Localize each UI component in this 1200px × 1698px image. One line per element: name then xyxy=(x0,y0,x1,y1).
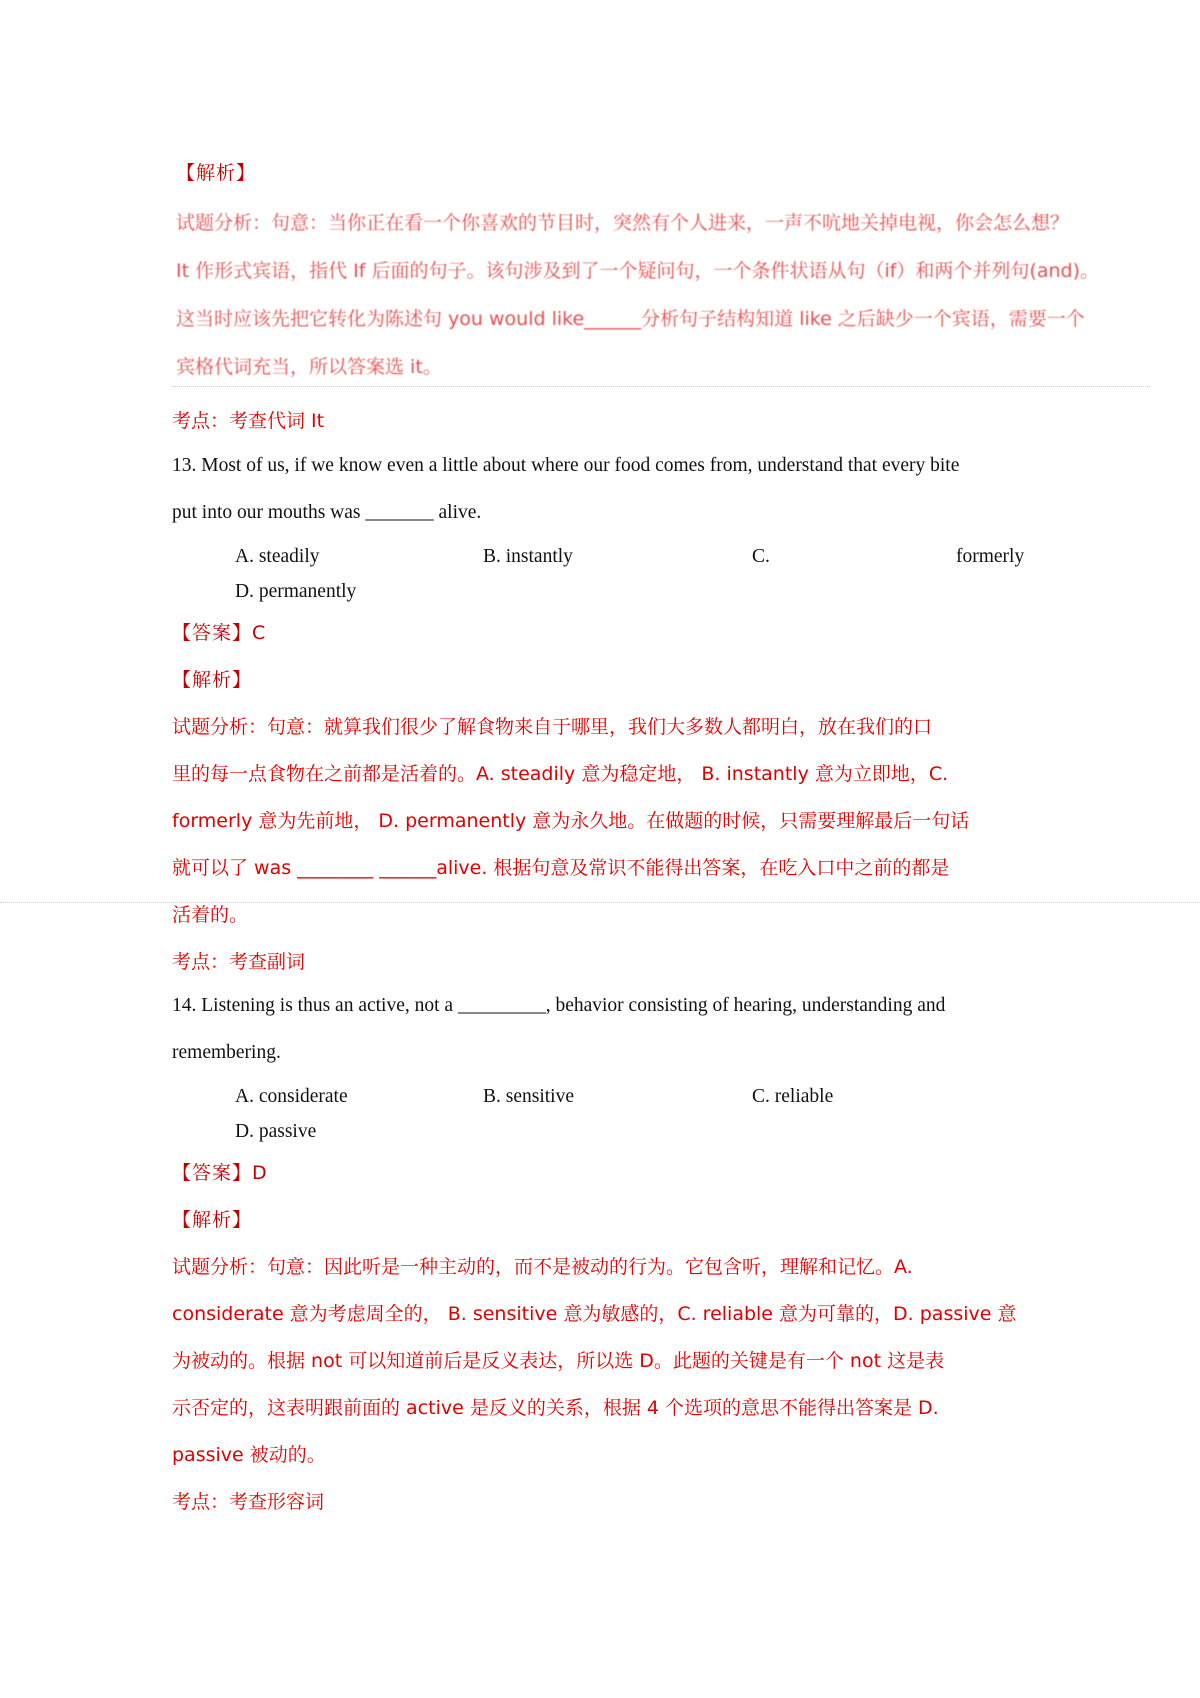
q14-analysis-line: passive 被动的。 xyxy=(172,1444,326,1466)
kaodian-top: 考点：考查代词 It xyxy=(172,410,325,432)
q13-answer: 【答案】C xyxy=(172,622,267,644)
q14-analysis-line: 为被动的。根据 not 可以知道前后是反义表达，所以选 D。此题的关键是有一个 not 这是表 xyxy=(172,1350,945,1372)
q13-stem-line2: put into our mouths was _______ alive. xyxy=(172,502,482,523)
analysis-line: 这当时应该先把它转化为陈述句 you would like______分析句子结构知道 like 之后缺少一个宾语，需要一个 xyxy=(176,308,1085,330)
analysis-line: It 作形式宾语，指代 If 后面的句子。该句涉及到了一个疑问句，一个条件状语从句（if）和两个并列句(and)。 xyxy=(176,260,1100,282)
q14-option-a: A. considerate xyxy=(235,1086,348,1107)
q14-stem-line1: 14. Listening is thus an active, not a _________, behavior consisting of hearing, understanding and xyxy=(172,995,946,1016)
analysis-label-top: 【解析】 xyxy=(176,162,257,184)
q13-analysis-line: formerly 意为先前地， D. permanently 意为永久地。在做题的时候，只需要理解最后一句话 xyxy=(172,810,970,832)
q14-kaodian: 考点：考查形容词 xyxy=(172,1491,325,1513)
q13-kaodian: 考点：考查副词 xyxy=(172,951,306,973)
q14-analysis-line: considerate 意为考虑周全的， B. sensitive 意为敏感的，C. reliable 意为可靠的，D. passive 意 xyxy=(172,1303,1017,1325)
analysis-line: 试题分析：句意：当你正在看一个你喜欢的节目时，突然有个人进来，一声不吭地关掉电视，你会怎么想？ xyxy=(176,212,1070,234)
q14-option-d: D. passive xyxy=(235,1121,317,1142)
q13-analysis-line: 里的每一点食物在之前都是活着的。A. steadily 意为稳定地， B. instantly 意为立即地，C. xyxy=(172,763,949,785)
q13-option-b: B. instantly xyxy=(483,546,573,567)
q13-stem-line1: 13. Most of us, if we know even a little about where our food comes from, understand that every bite xyxy=(172,455,960,476)
q14-analysis-line: 示否定的，这表明跟前面的 active 是反义的关系，根据 4 个选项的意思不能得出答案是 D. xyxy=(172,1397,939,1419)
q14-stem-line2: remembering. xyxy=(172,1042,281,1063)
q14-option-c: C. reliable xyxy=(752,1086,834,1107)
q14-answer: 【答案】D xyxy=(172,1162,268,1184)
q13-analysis-line: 试题分析：句意：就算我们很少了解食物来自于哪里，我们大多数人都明白，放在我们的口 xyxy=(172,716,933,738)
q13-option-a: A. steadily xyxy=(235,546,320,567)
q13-analysis-line: 就可以了 was ________ ______alive. 根据句意及常识不能得出答案，在吃入口中之前的都是 xyxy=(172,857,950,879)
q14-option-b: B. sensitive xyxy=(483,1086,574,1107)
q13-analysis-line: 活着的。 xyxy=(172,904,249,926)
q13-option-d: D. permanently xyxy=(235,581,357,602)
dotted-separator xyxy=(172,386,1150,387)
q13-option-c-letter: C. xyxy=(752,546,770,567)
q13-analysis-label: 【解析】 xyxy=(172,669,253,691)
q14-analysis-label: 【解析】 xyxy=(172,1209,253,1231)
q13-option-c-word: formerly xyxy=(956,546,1025,567)
analysis-line: 宾格代词充当，所以答案选 it。 xyxy=(176,356,442,378)
q14-analysis-line: 试题分析：句意：因此听是一种主动的，而不是被动的行为。它包含听，理解和记忆。A. xyxy=(172,1256,913,1278)
